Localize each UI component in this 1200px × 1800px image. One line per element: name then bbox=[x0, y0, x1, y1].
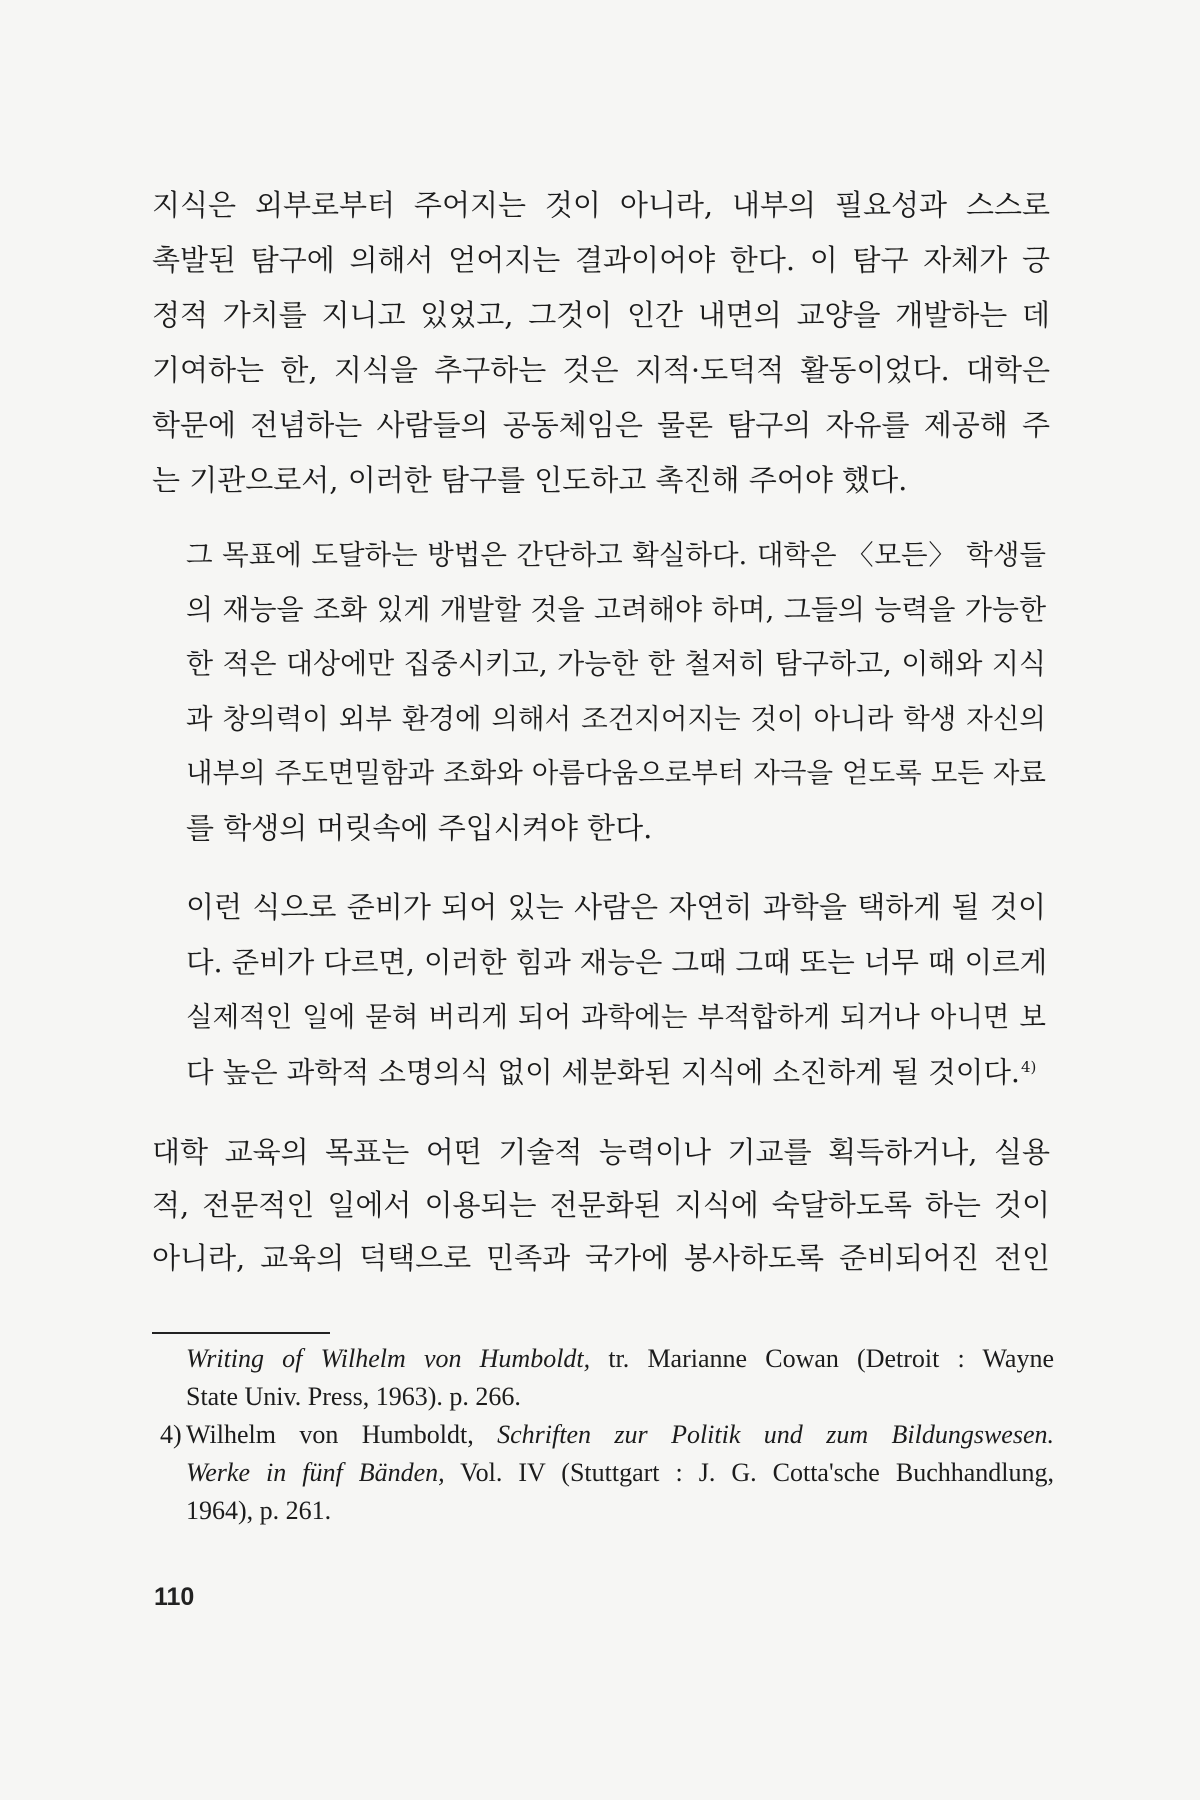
footnotes bbox=[160, 1340, 1054, 1530]
footnote-continued-line-1 bbox=[160, 1340, 1054, 1378]
footnote-text: Vol. IV (Stuttgart : J. G. Cotta'sche Buchhandlung, bbox=[460, 1458, 1055, 1487]
text-line: 한 적은 대상에만 집중시키고, 가능한 한 철저히 탐구하고, 이해와 지식 bbox=[186, 647, 1046, 680]
footnote-number: 4) bbox=[160, 1420, 182, 1449]
body-paragraph-2 bbox=[152, 1126, 1050, 1285]
text-line: 촉발된 탐구에 의해서 얻어지는 결과이어야 한다. 이 탐구 자체가 긍 bbox=[152, 243, 1050, 277]
footnote-work-title: Writing of Wilhelm von Humboldt, bbox=[186, 1344, 591, 1373]
text-line: 아니라, 교육의 덕택으로 민족과 국가에 봉사하도록 준비되어진 전인 bbox=[152, 1241, 1050, 1275]
footnote-work-title: Werke in fünf Bänden, bbox=[186, 1458, 445, 1487]
quoted-paragraph-1 bbox=[186, 528, 1046, 855]
footnote-4-line-2 bbox=[160, 1454, 1054, 1492]
text-line-content: 다 높은 과학적 소명의식 없이 세분화된 지식에 소진하게 될 것이다. bbox=[186, 1056, 1020, 1089]
footnote-text: tr. Marianne Cowan (Detroit : Wayne bbox=[608, 1344, 1054, 1373]
text-line: 과 창의력이 외부 환경에 의해서 조건지어지는 것이 아니라 학생 자신의 bbox=[186, 702, 1046, 735]
footnote-4-line-3: 1964), p. 261. bbox=[186, 1496, 332, 1525]
text-line: 적, 전문적인 일에서 이용되는 전문화된 지식에 숙달하도록 하는 것이 bbox=[152, 1188, 1050, 1222]
body-paragraph-1 bbox=[152, 178, 1050, 508]
footnote-reference[interactable]: 4) bbox=[1020, 1057, 1037, 1076]
text-line: 학문에 전념하는 사람들의 공동체임은 물론 탐구의 자유를 제공해 주 bbox=[152, 408, 1050, 442]
text-line: 이런 식으로 준비가 되어 있는 사람은 자연히 과학을 택하게 될 것이 bbox=[186, 890, 1046, 924]
footnote-separator bbox=[152, 1332, 330, 1334]
footnote-continued-line-2: State Univ. Press, 1963). p. 266. bbox=[186, 1382, 521, 1411]
text-line: 정적 가치를 지니고 있었고, 그것이 인간 내면의 교양을 개발하는 데 bbox=[152, 298, 1050, 332]
quoted-paragraph-2 bbox=[186, 880, 1046, 1100]
text-line: 내부의 주도면밀함과 조화와 아름다움으로부터 자극을 얻도록 모든 자료 bbox=[186, 757, 1046, 789]
footnote-work-title: Schriften zur Politik und zum Bildungswesen. bbox=[497, 1420, 1055, 1449]
footnote-4-line-1 bbox=[160, 1416, 1054, 1454]
page-number: 110 bbox=[154, 1583, 195, 1611]
text-line: 실제적인 일에 묻혀 버리게 되어 과학에는 부적합하게 되거나 아니면 보 bbox=[186, 1001, 1046, 1033]
text-line: 다. 준비가 다르면, 이러한 힘과 재능은 그때 그때 또는 너무 때 이르게 bbox=[186, 946, 1048, 979]
text-line: 그 목표에 도달하는 방법은 간단하고 확실하다. 대학은 〈모든〉 학생들 bbox=[186, 539, 1046, 571]
text-line bbox=[186, 1045, 1046, 1100]
text-line: 를 학생의 머릿속에 주입시켜야 한다. bbox=[186, 810, 653, 845]
text-line: 기여하는 한, 지식을 추구하는 것은 지적·도덕적 활동이었다. 대학은 bbox=[152, 353, 1050, 387]
text-line: 의 재능을 조화 있게 개발할 것을 고려해야 하며, 그들의 능력을 가능한 bbox=[186, 592, 1046, 626]
text-line: 대학 교육의 목표는 어떤 기술적 능력이나 기교를 획득하거나, 실용 bbox=[152, 1135, 1050, 1169]
text-line: 는 기관으로서, 이러한 탐구를 인도하고 촉진해 주어야 했다. bbox=[152, 463, 908, 497]
text-line: 지식은 외부로부터 주어지는 것이 아니라, 내부의 필요성과 스스로 bbox=[152, 188, 1050, 222]
footnote-author: Wilhelm von Humboldt, bbox=[186, 1420, 474, 1449]
